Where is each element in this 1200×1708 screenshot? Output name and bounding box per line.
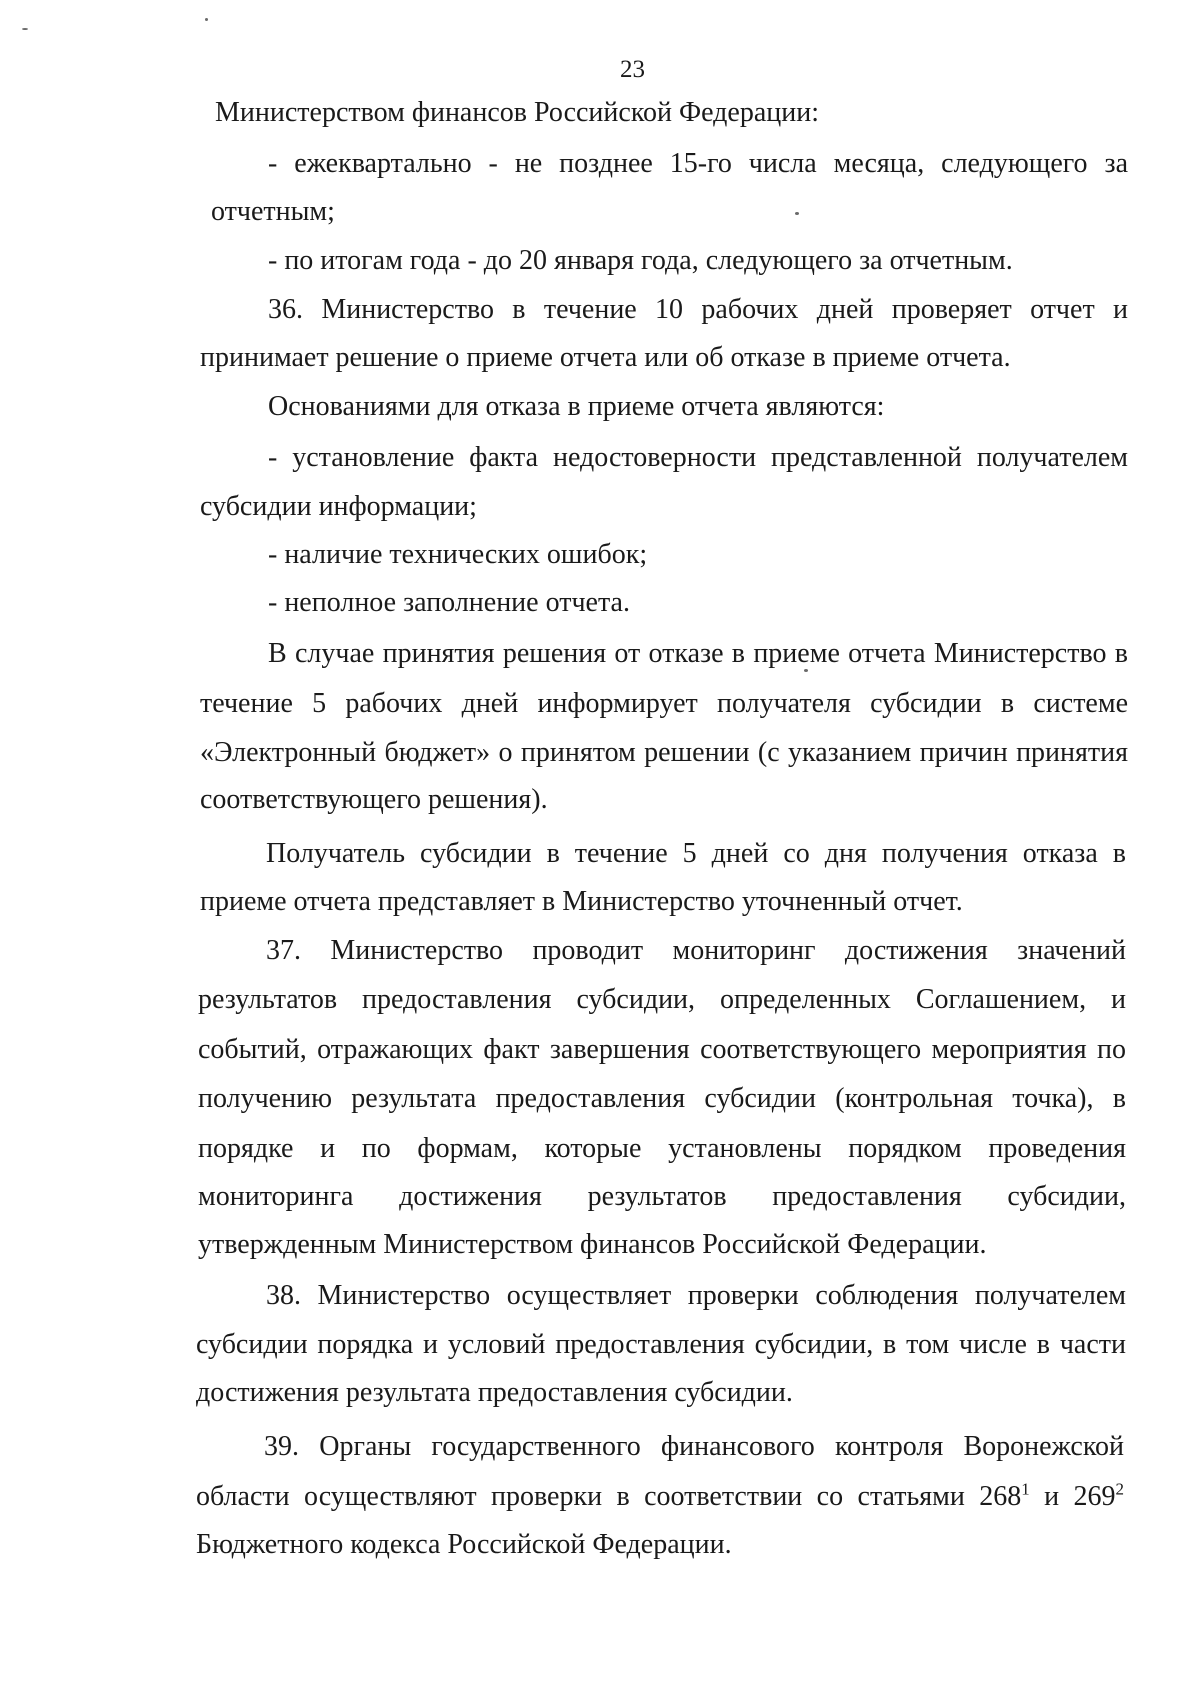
text-line: принимает решение о приеме отчета или об отказе в приеме отчета. xyxy=(200,342,1011,373)
superscript: 2 xyxy=(1115,1479,1125,1499)
text-line: 38. Министерство осуществляет проверки соблюдения получателем xyxy=(266,1280,1126,1311)
scan-speck xyxy=(22,28,28,30)
text-line: событий, отражающих факт завершения соответствующего мероприятия по xyxy=(198,1034,1126,1065)
text-line: Получатель субсидии в течение 5 дней со дня получения отказа в xyxy=(266,838,1126,869)
text-line: - ежеквартально - не позднее 15-го числа месяца, следующего за xyxy=(268,148,1128,179)
text-line-part: и 269 xyxy=(1029,1481,1116,1512)
text-line: результатов предоставления субсидии, определенных Соглашением, и xyxy=(198,984,1126,1015)
text-line: субсидии информации; xyxy=(200,491,477,522)
scan-speck xyxy=(205,18,208,21)
text-line: утвержденным Министерством финансов Российской Федерации. xyxy=(198,1229,987,1260)
text-line: достижения результата предоставления субсидии. xyxy=(196,1377,793,1408)
superscript: 1 xyxy=(1021,1479,1030,1499)
text-line: 36. Министерство в течение 10 рабочих дней проверяет отчет и xyxy=(268,294,1128,325)
text-line: - по итогам года - до 20 января года, следующего за отчетным. xyxy=(268,245,1013,276)
text-line: Министерством финансов Российской Федерации: xyxy=(215,97,819,128)
text-line: - неполное заполнение отчета. xyxy=(268,587,630,618)
text-line: Основаниями для отказа в приеме отчета являются: xyxy=(268,391,885,422)
text-line-part: области осуществляют проверки в соответствии со статьями 268 xyxy=(196,1481,1022,1512)
text-line: течение 5 рабочих дней информирует получателя субсидии в системе xyxy=(200,688,1128,719)
text-line: мониторинга достижения результатов предоставления субсидии, xyxy=(198,1181,1126,1212)
text-line: 37. Министерство проводит мониторинг достижения значений xyxy=(266,935,1126,966)
text-line: порядке и по формам, которые установлены порядком проведения xyxy=(198,1133,1126,1164)
text-line: соответствующего решения). xyxy=(200,784,548,815)
text-line: приеме отчета представляет в Министерство уточненный отчет. xyxy=(200,886,963,917)
text-line: «Электронный бюджет» о принятом решении (с указанием причин принятия xyxy=(200,737,1128,768)
text-line: субсидии порядка и условий предоставления субсидии, в том числе в части xyxy=(196,1329,1126,1360)
page-number: 23 xyxy=(620,56,645,83)
text-line: Бюджетного кодекса Российской Федерации. xyxy=(196,1529,732,1560)
text-line: отчетным; xyxy=(211,196,335,227)
text-line: 39. Органы государственного финансового контроля Воронежской xyxy=(264,1431,1124,1462)
text-line: - наличие технических ошибок; xyxy=(268,539,648,570)
scan-speck xyxy=(795,212,799,215)
text-line: - установление факта недостоверности представленной получателем xyxy=(268,442,1128,473)
text-line xyxy=(196,1480,1124,1514)
text-line: В случае принятия решения от отказе в приеме отчета Министерство в xyxy=(268,638,1128,669)
text-line: получению результата предоставления субсидии (контрольная точка), в xyxy=(198,1083,1126,1114)
